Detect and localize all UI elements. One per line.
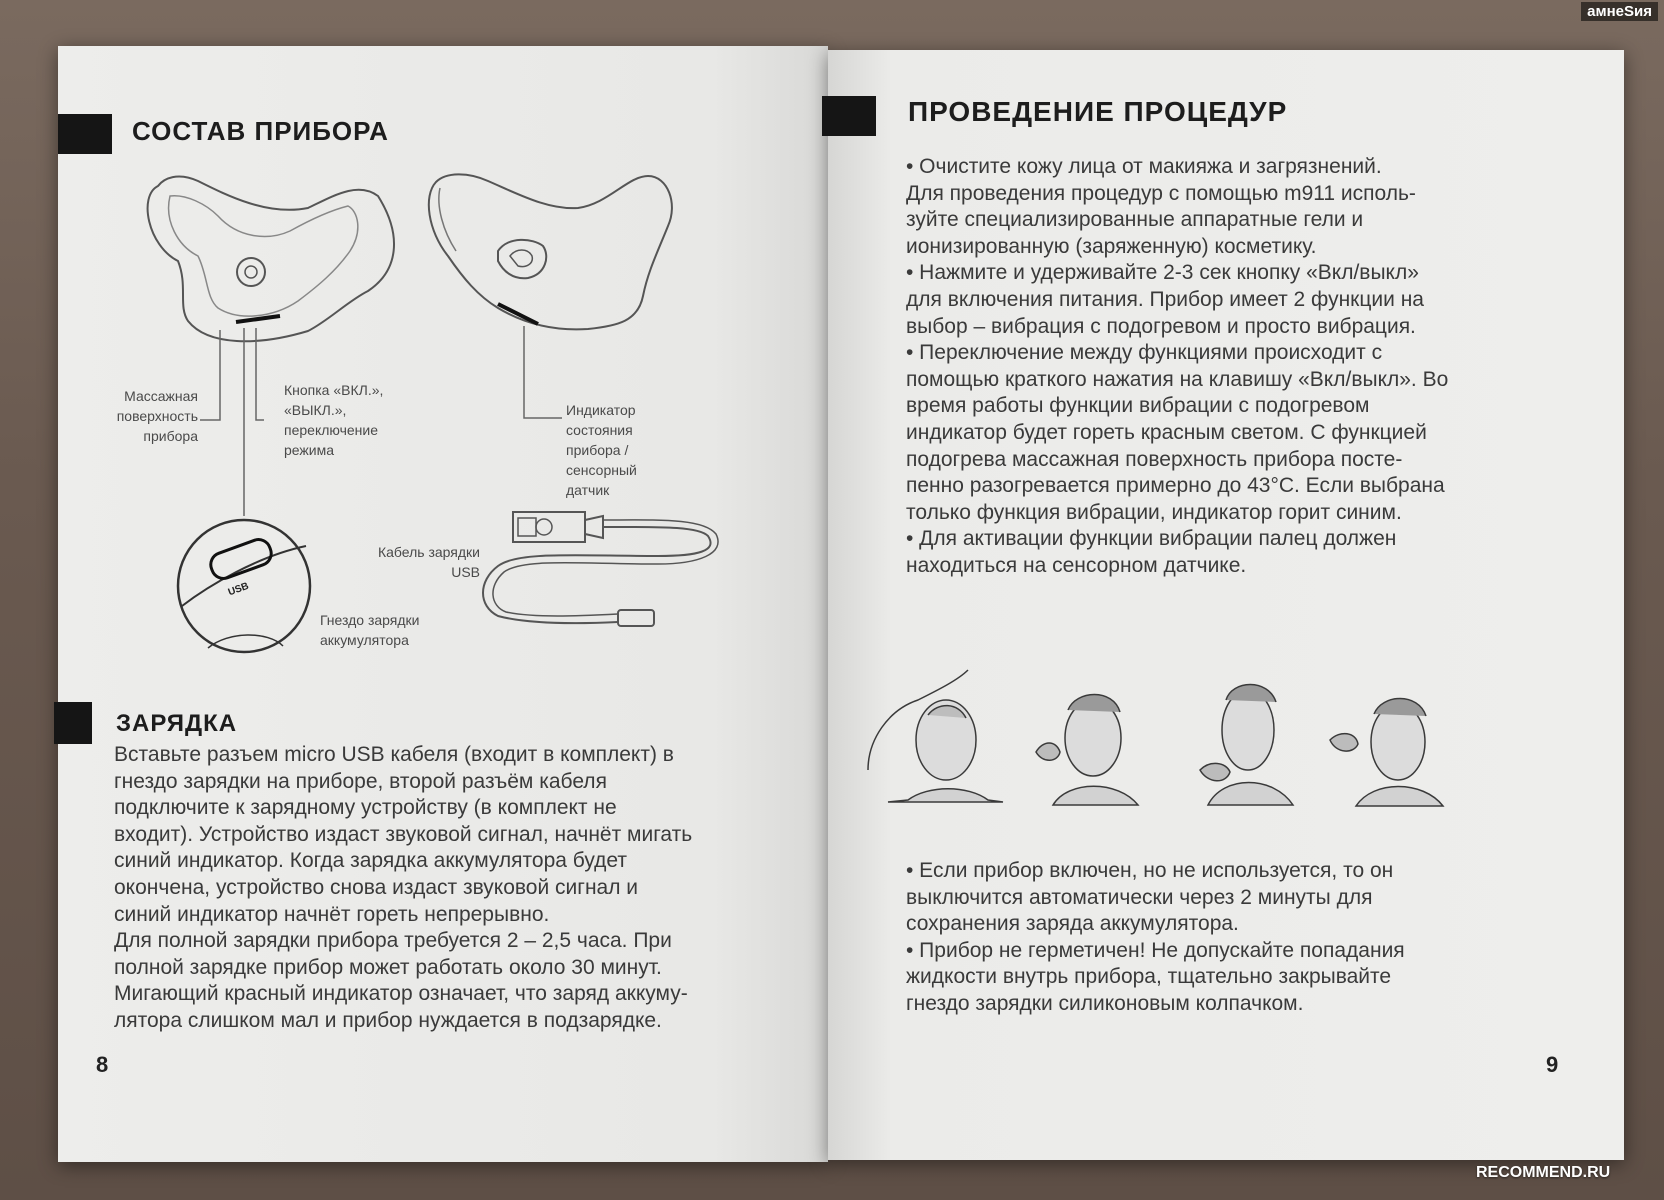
label-power-button: Кнопка «ВКЛ.», «ВЫКЛ.», переключение режима bbox=[284, 382, 384, 458]
heading-marker bbox=[54, 702, 92, 744]
charging-text: Вставьте разъем micro USB кабеля (входит в комплект) в гнездо зарядки на приборе, второй разъём кабеля подключите к зарядному устройству (в комплект не входит). Устройство издаст звуковой сигнал, начнёт мигать синий индикатор. Когда зарядка аккумулятора будет окончена, устройство снова издаст звуковой сигнал и синий индикатор начнёт гореть непрерывно. Для полной зарядки прибора требуется 2 – 2,5 часа. При полной зарядке прибор может работать около 30 минут. Мигающий красный индикатор означает, что заряд аккуму- лятора слишком мал и прибор нуждается в подзарядке. bbox=[114, 743, 693, 1032]
device-diagram bbox=[58, 46, 828, 686]
micro-usb-plug bbox=[618, 610, 654, 626]
device-back-outline bbox=[429, 174, 672, 329]
device-front-inner bbox=[169, 196, 358, 316]
usb-port-label: USB bbox=[226, 580, 251, 599]
indicator-drop bbox=[498, 240, 546, 278]
page-number-left: 8 bbox=[96, 1052, 109, 1077]
heading-composition: СОСТАВ ПРИБОРА bbox=[132, 116, 389, 146]
right-page bbox=[828, 50, 1624, 1160]
face-illustration-3 bbox=[1200, 685, 1293, 806]
label-massage-surface: Массажная поверхность прибора bbox=[116, 388, 198, 444]
heading-procedures: ПРОВЕДЕНИЕ ПРОЦЕДУР bbox=[908, 96, 1288, 127]
page-number-right: 9 bbox=[1546, 1052, 1559, 1077]
procedures-text-bottom: • Если прибор включен, но не используется, то он выключится автоматически через 2 минуты для сохранения заряда аккумулятора. • Прибор не герметичен! Не допускайте попадания жидкости внутрь прибора, тщательно закрывайте гнездо зарядки силиконовым колпачком. bbox=[906, 859, 1405, 1015]
watermark-top: амнеSия bbox=[1581, 2, 1658, 21]
label-usb-cable: Кабель зарядки USB bbox=[377, 544, 480, 580]
label-indicator: Индикатор состояния прибора / сенсорный датчик bbox=[566, 402, 637, 498]
usb-plug bbox=[513, 512, 585, 542]
procedures-text: • Очистите кожу лица от макияжа и загрязнений. Для проведения процедур с помощью m911 исполь- зуйте специализированные аппаратные гели и ионизированную (заряженную) косметику. • Нажмите и удерживайте 2-3 сек кнопку «Вкл/выкл» для включения питания. Прибор имеет 2 функции на выбор – вибрация с подогревом и просто вибрация. • Переключение между функциями происходит с помощью краткого нажатия на клавишу «Вкл/выкл». Во время работы функции вибрации с подогревом индикатор будет гореть красным светом. С функцией подогрева массажная поверхность прибора посте- пенно разогревается примерно до 43°С. Если выбрана только функция вибрации, индикатор горит синим. • Для активации функции вибрации палец должен находиться на сенсорном датчике. bbox=[906, 155, 1449, 577]
face-illustration-2 bbox=[1036, 695, 1138, 806]
face-illustration-4 bbox=[1330, 699, 1443, 807]
watermark-bottom: RECOMMEND.RU bbox=[1476, 1164, 1611, 1181]
face-illustration-1 bbox=[868, 670, 1003, 802]
label-charging-socket: Гнездо зарядки аккумулятора bbox=[320, 612, 420, 648]
heading-charging: ЗАРЯДКА bbox=[116, 710, 238, 737]
left-page bbox=[58, 46, 828, 1162]
